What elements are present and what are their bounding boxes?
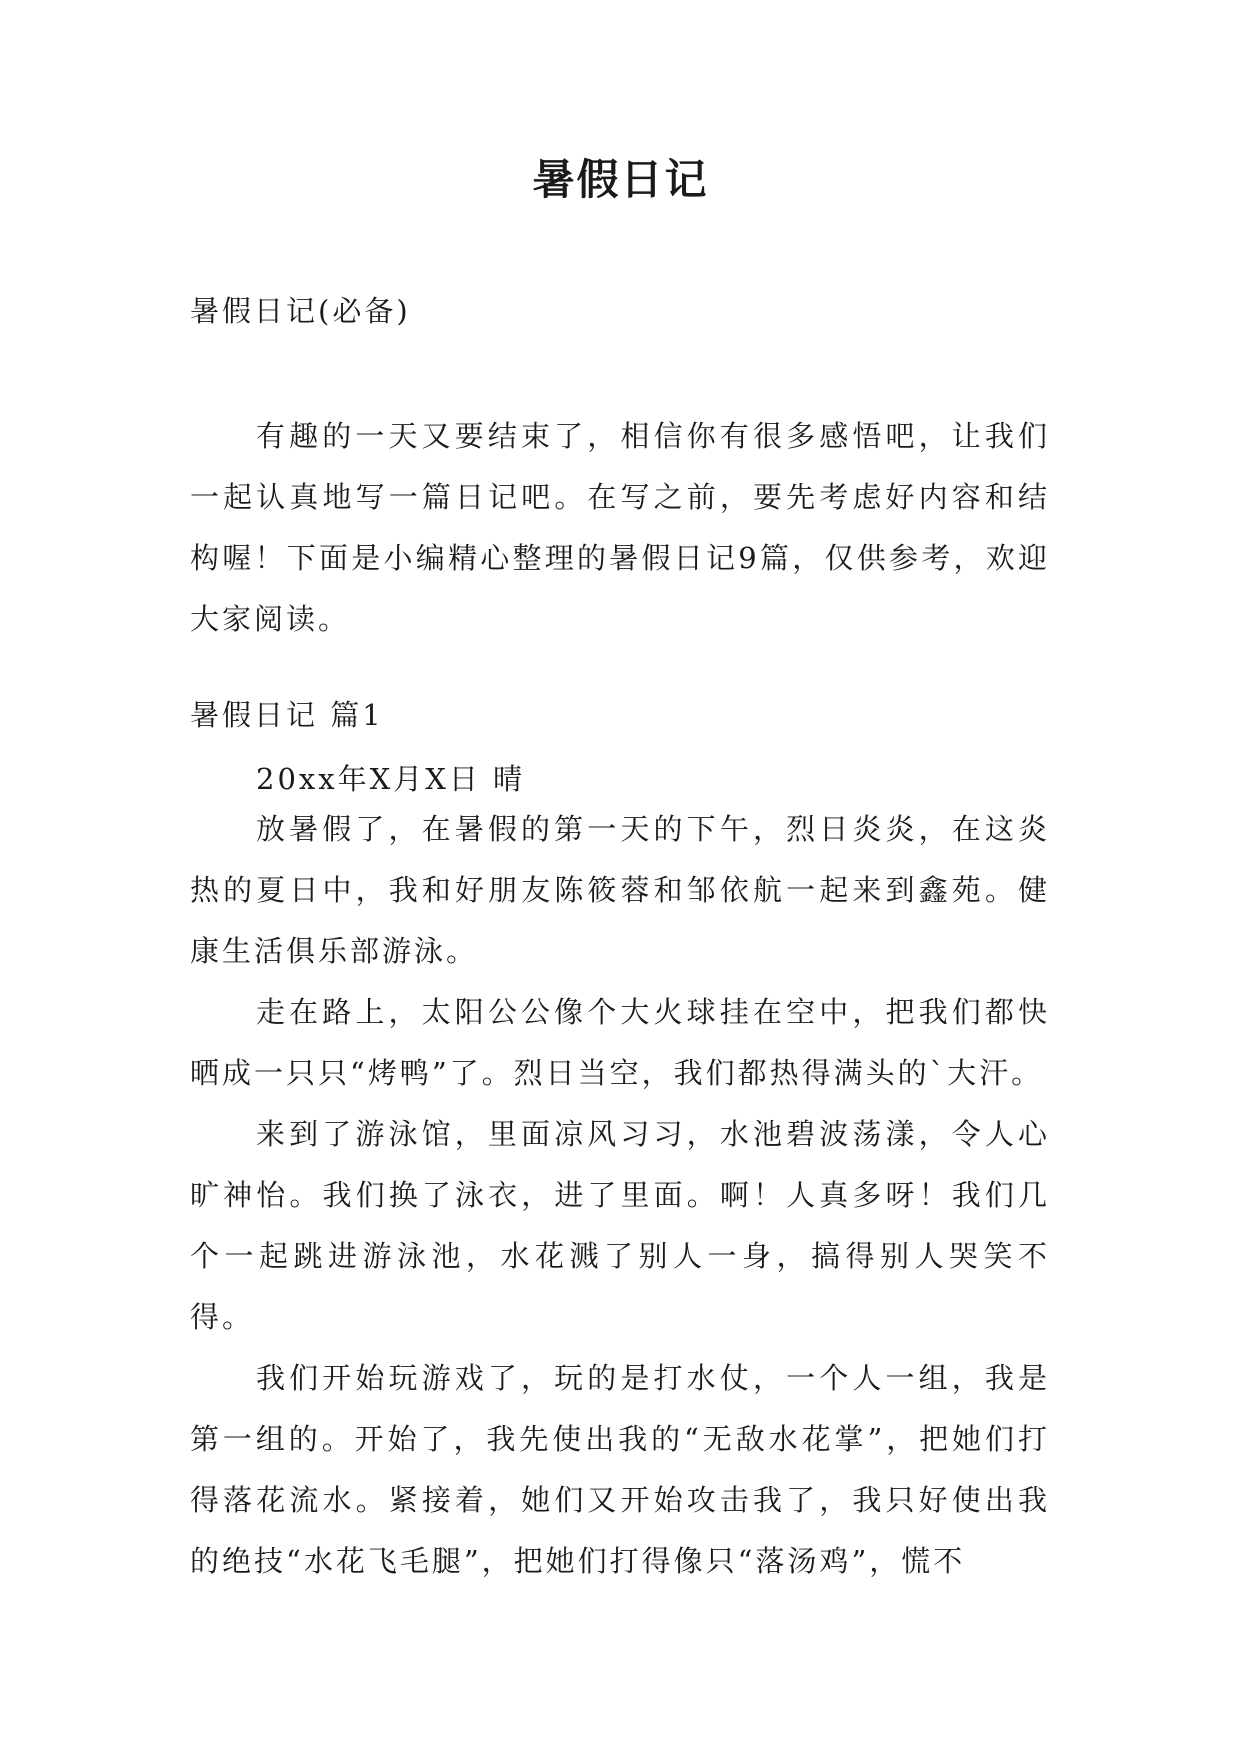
document-title: 暑假日记: [532, 155, 709, 204]
entry-paragraph: 走在路上，太阳公公像个大火球挂在空中，把我们都快晒成一只只“烤鸭”了。烈日当空，我们都热得满头的`大汗。: [190, 995, 1050, 1090]
entry-paragraph: 放暑假了，在暑假的第一天的下午，烈日炎炎，在这炎热的夏日中，我和好朋友陈筱蓉和邹依航一起来到鑫苑。健康生活俱乐部游泳。: [190, 812, 1050, 968]
diary-entry-1: [190, 695, 1050, 1592]
entry-paragraph: 我们开始玩游戏了，玩的是打水仗，一个人一组，我是第一组的。开始了，我先使出我的“无敌水花掌”，把她们打得落花流水。紧接着，她们又开始攻击我了，我只好使出我的绝技“水花飞毛腿”，把她们打得像只“落汤鸡”，慌不: [190, 1361, 1050, 1578]
entry-heading: 暑假日记 篇1: [190, 698, 384, 732]
entry-paragraph: 来到了游泳馆，里面凉风习习，水池碧波荡漾，令人心旷神怡。我们换了泳衣，进了里面。啊！人真多呀！我们几个一起跳进游泳池，水花溅了别人一身，搞得别人哭笑不得。: [190, 1117, 1050, 1334]
entry-date: 20xx年X月X日 晴: [256, 762, 526, 796]
intro-paragraph: 有趣的一天又要结束了，相信你有很多感悟吧，让我们一起认真地写一篇日记吧。在写之前，要先考虑好内容和结构喔！下面是小编精心整理的暑假日记9篇，仅供参考，欢迎大家阅读。: [190, 419, 1050, 636]
document-subtitle: 暑假日记(必备): [190, 294, 411, 328]
